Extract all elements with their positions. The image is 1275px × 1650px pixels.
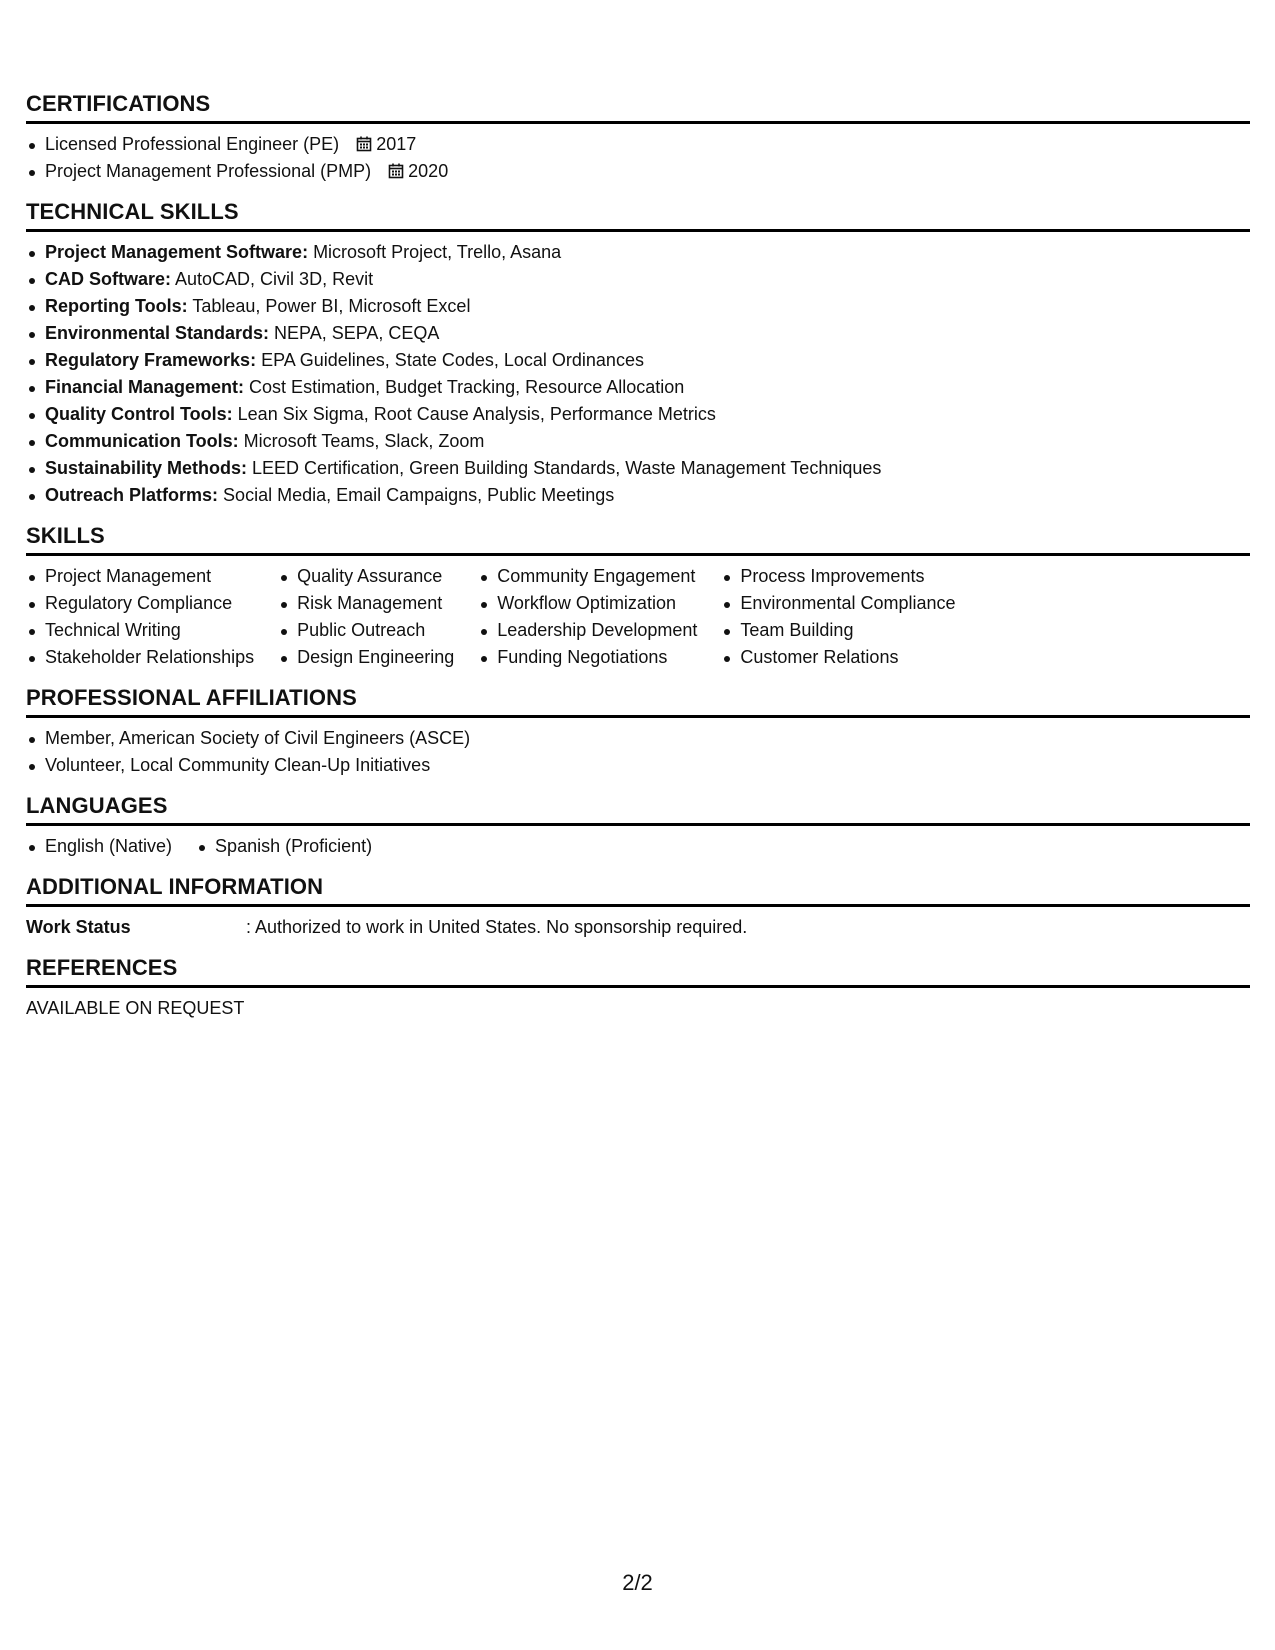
additional-info-section	[26, 873, 1250, 941]
technical-skills-section	[26, 198, 1250, 509]
list-item: Risk Management	[278, 590, 454, 617]
list-item: Process Improvements	[721, 563, 955, 590]
list-item: Environmental Compliance	[721, 590, 955, 617]
skill-category: Outreach Platforms:	[45, 485, 219, 505]
certification-date	[356, 134, 416, 154]
skill-values: Lean Six Sigma, Root Cause Analysis, Performance Metrics	[232, 404, 716, 424]
languages-list	[26, 833, 1250, 860]
technical-skills-list	[26, 239, 1250, 509]
skill-category: Sustainability Methods:	[45, 458, 248, 478]
skills-section	[26, 522, 1250, 671]
list-item: Customer Relations	[721, 644, 955, 671]
certification-name: Project Management Professional (PMP)	[45, 161, 372, 181]
skill-values: Microsoft Teams, Slack, Zoom	[238, 431, 485, 451]
skill-category: Financial Management:	[45, 377, 245, 397]
list-item: Funding Negotiations	[478, 644, 697, 671]
list-item: Regulatory Compliance	[26, 590, 254, 617]
skill-category: Quality Control Tools:	[45, 404, 233, 424]
skill-category: Environmental Standards:	[45, 323, 270, 343]
certification-year: 2017	[376, 134, 417, 154]
references-text: AVAILABLE ON REQUEST	[26, 998, 245, 1018]
list-item: Leadership Development	[478, 617, 697, 644]
section-title: LANGUAGES	[26, 792, 1250, 826]
list-item	[26, 374, 1250, 401]
calendar-icon	[356, 136, 372, 152]
skill-values: Cost Estimation, Budget Tracking, Resource Allocation	[244, 377, 685, 397]
skills-column	[478, 563, 697, 671]
section-title: CERTIFICATIONS	[26, 90, 1250, 124]
list-item: Team Building	[721, 617, 955, 644]
list-item: Member, American Society of Civil Engineers (ASCE)	[26, 725, 1250, 752]
list-item: Technical Writing	[26, 617, 254, 644]
list-item: Quality Assurance	[278, 563, 454, 590]
section-title: SKILLS	[26, 522, 1250, 556]
skill-values: LEED Certification, Green Building Standards, Waste Management Techniques	[247, 458, 882, 478]
page-number: 2/2	[622, 1570, 653, 1595]
skill-values: AutoCAD, Civil 3D, Revit	[171, 269, 374, 289]
list-item	[26, 158, 1250, 185]
list-item	[26, 347, 1250, 374]
skill-values: Microsoft Project, Trello, Asana	[308, 242, 562, 262]
section-title: PROFESSIONAL AFFILIATIONS	[26, 684, 1250, 718]
section-title: TECHNICAL SKILLS	[26, 198, 1250, 232]
references-section	[26, 954, 1250, 1022]
list-item: English (Native)	[26, 833, 172, 860]
skill-values: Tableau, Power BI, Microsoft Excel	[187, 296, 471, 316]
list-item: Volunteer, Local Community Clean-Up Initiatives	[26, 752, 1250, 779]
list-item	[26, 239, 1250, 266]
list-item: Spanish (Proficient)	[196, 833, 372, 860]
certification-year: 2020	[408, 161, 449, 181]
skill-values: NEPA, SEPA, CEQA	[269, 323, 440, 343]
skill-category: CAD Software:	[45, 269, 172, 289]
skills-column	[278, 563, 454, 671]
list-item: Stakeholder Relationships	[26, 644, 254, 671]
skill-category: Project Management Software:	[45, 242, 309, 262]
list-item	[26, 266, 1250, 293]
affiliations-list	[26, 725, 1250, 779]
skill-values: Social Media, Email Campaigns, Public Meetings	[218, 485, 615, 505]
list-item	[26, 320, 1250, 347]
certification-date	[388, 161, 448, 181]
certification-name: Licensed Professional Engineer (PE)	[45, 134, 340, 154]
calendar-icon	[388, 163, 404, 179]
list-item	[26, 455, 1250, 482]
skill-category: Reporting Tools:	[45, 296, 188, 316]
list-item	[26, 131, 1250, 158]
skill-category: Communication Tools:	[45, 431, 239, 451]
skills-column	[721, 563, 955, 671]
languages-section	[26, 792, 1250, 860]
certifications-section	[26, 90, 1250, 185]
list-item: Community Engagement	[478, 563, 697, 590]
skills-column	[26, 563, 254, 671]
section-title: ADDITIONAL INFORMATION	[26, 873, 1250, 907]
certifications-list	[26, 131, 1250, 185]
affiliations-section	[26, 684, 1250, 779]
resume-page	[26, 90, 1250, 1035]
list-item	[26, 428, 1250, 455]
skill-values: EPA Guidelines, State Codes, Local Ordinances	[256, 350, 644, 370]
list-item: Design Engineering	[278, 644, 454, 671]
list-item: Public Outreach	[278, 617, 454, 644]
work-status-row	[26, 914, 1250, 941]
list-item	[26, 293, 1250, 320]
list-item	[26, 482, 1250, 509]
section-title: REFERENCES	[26, 954, 1250, 988]
list-item	[26, 401, 1250, 428]
work-status-label: Work Status	[26, 917, 131, 937]
skill-category: Regulatory Frameworks:	[45, 350, 257, 370]
skills-columns	[26, 563, 1250, 671]
list-item: Project Management	[26, 563, 254, 590]
work-status-value: : Authorized to work in United States. No sponsorship required.	[246, 917, 748, 937]
list-item: Workflow Optimization	[478, 590, 697, 617]
